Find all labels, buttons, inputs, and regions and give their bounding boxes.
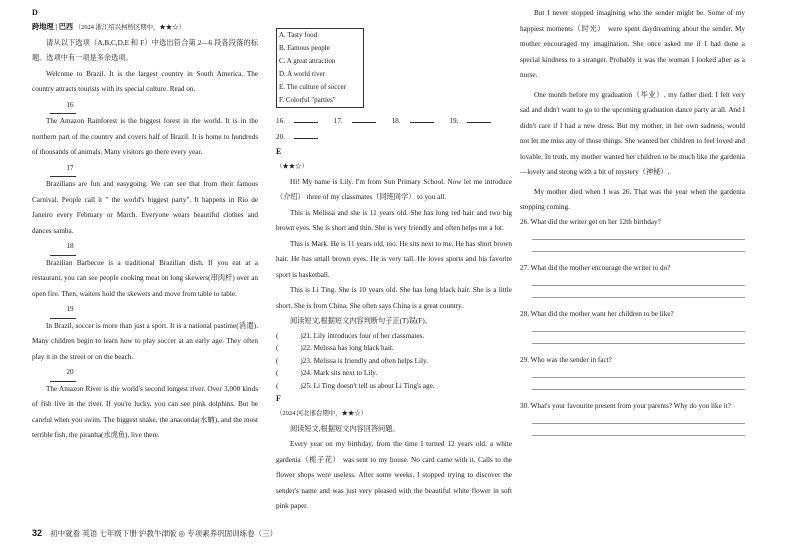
blank-17: 17: [32, 161, 258, 178]
paragraph-f-2: But I never stopped imagining who the sender might be. Some of my happiest moments（时光） were spent daydreaming about the sender. My mother encouraged my imagination. She once asked me if I had done a special kindness to a stranger. Probably it was the woman I looked after as a nurse.: [520, 9, 745, 79]
answer-line-29a[interactable]: [532, 366, 745, 378]
answer-line-28b[interactable]: [532, 332, 745, 344]
paragraph-e-1: Hi! My name is Lily. I'm from Sun Primary School. Now let me introduce（介绍） three of my classmates（同班同学） to you all.: [276, 177, 512, 201]
answer-17[interactable]: 17.: [334, 114, 383, 130]
option-e: E. The culture of soccer: [279, 83, 346, 91]
answer-line-28a[interactable]: [532, 320, 745, 332]
statement-23[interactable]: ( )23. Melissa is friendly and often helps Lily.: [276, 356, 428, 365]
paragraph-18: Brazilian Barbecue is a traditional Brazilian dish. If you eat at a restaurant, you can see people cooking meat on long skewers(串肉杆) over an open fire. Then, waiters hold the skewers and move from table to table.: [32, 258, 258, 298]
footer-text: 初中就看 英语 七年级下册 沪教牛津版 ◎ 专项素养巩固训练卷（三）: [50, 529, 278, 538]
column-middle: [276, 0, 512, 515]
paragraph-e-3: This is Mark. He is 11 years old, too. He sits next to me. He has short brown hair. He has small brown eyes. He is very tall. He loves sports and his favorite sport is basketball.: [276, 239, 512, 279]
intro-paragraph: Welcome to Brazil. It is the largest country in South America. The country attracts tourists with its special culture. Read on.: [32, 69, 258, 93]
paragraph-f-3: One month before my graduation（毕业）, my father died. I felt very sad and didn't want to go to the upcoming graduation dance party at all. And I didn't care if I had a new dress. But my mother, in her own sadness, would not let me miss any of those things. She wanted her children to feel loved and lovable. In truth, my mother wanted her children to be much like the gardenia—lovely and strong with a bit of mystery（神秘）.: [520, 90, 745, 176]
answer-line-26b[interactable]: [532, 240, 745, 252]
answer-18[interactable]: 18.: [392, 114, 441, 130]
blank-18: 18: [32, 239, 258, 256]
statement-22[interactable]: ( )22. Melissa has long black hair.: [276, 344, 394, 352]
paragraph-16: The Amazon Rainforest is the biggest forest in the world. It is in the northern part of the country and covers half of Brazil. It is home to hundreds of thousands of animals. Many visitors go there every year.: [32, 117, 258, 156]
option-a: A. Tasty food: [279, 31, 318, 39]
option-f: F. Colorful "parties": [279, 96, 336, 104]
section-title-d: D: [32, 8, 38, 17]
answer-16[interactable]: 16.: [276, 114, 325, 130]
blank-20: 20: [32, 365, 258, 382]
column-right: [520, 6, 745, 436]
paragraph-f-1: Every year on my birthday, from the time I turned 12 years old, a white gardenia（栀子花） was sent to my house. No card came with it. Calls to the flower shops were useless. After some weeks, I stopped trying to discover the sender's name and was just very pleased with the beautiful white flower in soft pink paper.: [276, 440, 512, 510]
instruction-e: 阅读短文,根据短文内容判断句子正(T)误(F)。: [290, 317, 432, 325]
question-26: 26. What did the writer get on her 12th birthday?: [520, 217, 661, 226]
answer-line-26a[interactable]: [532, 228, 745, 240]
answer-20[interactable]: 20.: [276, 130, 325, 146]
stars-e: （★★☆）: [276, 163, 308, 170]
answer-19[interactable]: 19.: [449, 114, 498, 130]
answer-line-30a[interactable]: [532, 412, 745, 424]
paragraph-19: In Brazil, soccer is more than just a sport. It is a national pastime(消遣). Many children begin to learn how to play soccer at an early age. They often play it in the street or on the beach.: [32, 321, 258, 361]
statement-24[interactable]: ( )24. Mark sits next to Lily.: [276, 369, 378, 377]
page-footer: [32, 528, 277, 539]
column-left: [32, 0, 258, 444]
option-c: C. A great attraction: [279, 57, 336, 65]
source-detail: （2024 浙江绍兴柯桥区期中，★★☆）: [74, 24, 185, 31]
answer-line-29b[interactable]: [532, 378, 745, 390]
instruction-d: 请从以下选项（A,B,C,D,E 和 F）中选出符合第 2—6 段各段落的标题。选项中有一项是多余选项。: [32, 38, 258, 62]
blank-16: 16: [32, 98, 258, 115]
question-29: 29. Who was the sender in fact?: [520, 355, 612, 364]
source-label: 跨地理 | 巴西: [32, 23, 74, 31]
statement-21[interactable]: ( )21. Lily introduces four of her classmates.: [276, 331, 425, 340]
question-30: 30. What's your favourite present from your parents? Why do you like it?: [520, 401, 731, 410]
section-title-e: E: [276, 147, 282, 156]
question-27: 27. What did the mother encourage the writer to do?: [520, 263, 671, 272]
answer-line-30b[interactable]: [532, 424, 745, 436]
paragraph-e-2: This is Melissa and she is 11 years old. She has long red hair and two big brown eyes. She is short and thin. She is very friendly and often helps me a lot.: [276, 208, 512, 232]
answer-line-27a[interactable]: [532, 274, 745, 286]
blank-19: 19: [32, 302, 258, 319]
question-28: 28. What did the mother want her children to be like?: [520, 309, 674, 318]
answer-blanks: [276, 114, 512, 145]
source-line-d: [32, 20, 258, 36]
page-number: 32: [32, 528, 43, 538]
paragraph-e-4: This is Li Ting. She is 10 years old. She has long black hair. She is a little short. She is from China. She often says China is a great country.: [276, 286, 512, 310]
options-box: [276, 28, 364, 108]
answer-line-27b[interactable]: [532, 286, 745, 298]
section-title-f: F: [276, 394, 281, 403]
option-d: D. A world river: [279, 70, 325, 78]
paragraph-17: Brazilians are fun and easygoing. We can see that from their famous Carnival. People call it " the world's biggest party". It happens in Rio de Janeiro every February or March. Everyone wears beautiful clothes and dances samba.: [32, 180, 258, 235]
paragraph-20: The Amazon River is the world's second longest river. Over 3,000 kinds of fish live in the river. If you're lucky, you can see pink dolphins. But be careful when you swim. The biggest snake, the anaconda(水蚺), and the most terrible fish, the piranha(水虎鱼), live there.: [32, 384, 258, 439]
paragraph-f-4: My mother died when I was 26. That was the year when the gardenia stopping coming.: [520, 187, 745, 211]
option-b: B. Famous people: [279, 44, 330, 52]
source-f: （2024 河北邢台期中，★★☆）: [276, 410, 368, 417]
statement-25[interactable]: ( )25. Li Ting doesn't tell us about Li Ting's age.: [276, 381, 435, 390]
instruction-f: 阅读短文,根据短文内容回答问题。: [290, 424, 400, 433]
